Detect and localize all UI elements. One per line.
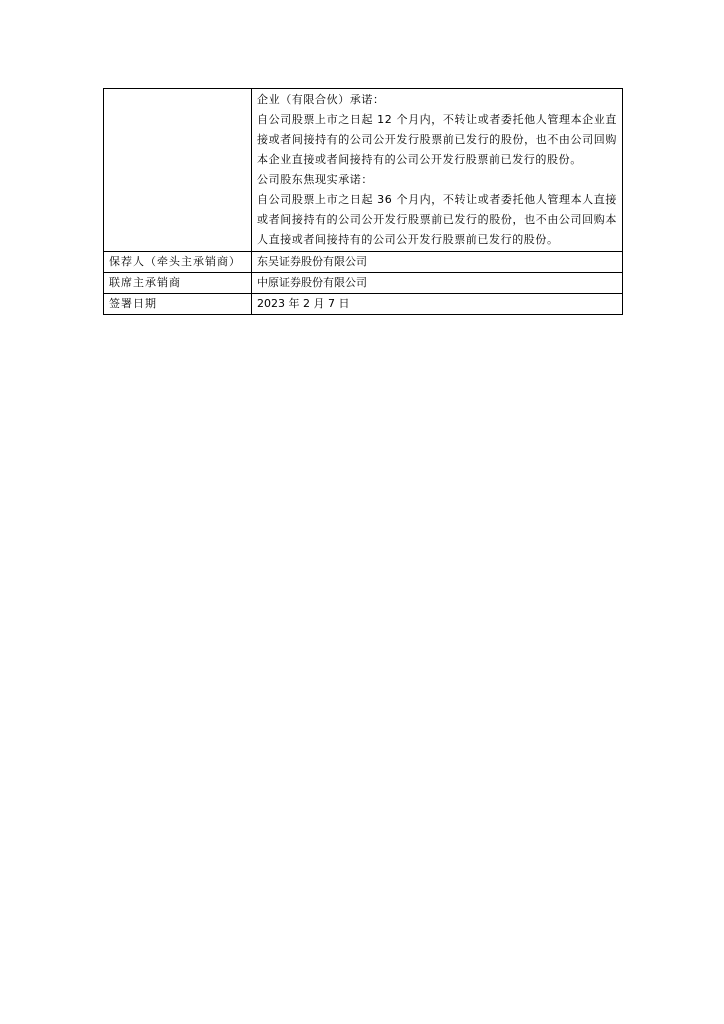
sign-date-value: 2023 年 2 月 7 日 [252, 294, 623, 315]
co-lead-underwriter-value: 中原证券股份有限公司 [252, 273, 623, 294]
table-row-co-lead-underwriter [104, 273, 623, 294]
commitment-text-shareholder: 自公司股票上市之日起 36 个月内，不转让或者委托他人管理本人直接或者间接持有的公司公开发行股票前已发行的股份，也不由公司回购本人直接或者间接持有的公司公开发行股票前已发行的股份。 [257, 193, 617, 246]
commitment-text-partnership: 自公司股票上市之日起 12 个月内，不转让或者委托他人管理本企业直接或者间接持有的公司公开发行股票前已发行的股份，也不由公司回购本企业直接或者间接持有的公司公开发行股票前已发行的股份。 [257, 113, 617, 166]
commitment-heading-partnership: 企业（有限合伙）承诺： [257, 93, 385, 106]
lockup-content-cell [252, 89, 623, 252]
table-row-lockup-commitments [104, 89, 623, 252]
table-row-sign-date [104, 294, 623, 315]
co-lead-underwriter-label: 联席主承销商 [104, 273, 252, 294]
info-table [103, 88, 623, 315]
table-row-sponsor [104, 252, 623, 273]
commitment-heading-shareholder: 公司股东焦现实承诺： [257, 173, 373, 186]
sponsor-label: 保荐人（牵头主承销商） [104, 252, 252, 273]
lockup-label-cell [104, 89, 252, 252]
sign-date-label: 签署日期 [104, 294, 252, 315]
sponsor-value: 东吴证券股份有限公司 [252, 252, 623, 273]
